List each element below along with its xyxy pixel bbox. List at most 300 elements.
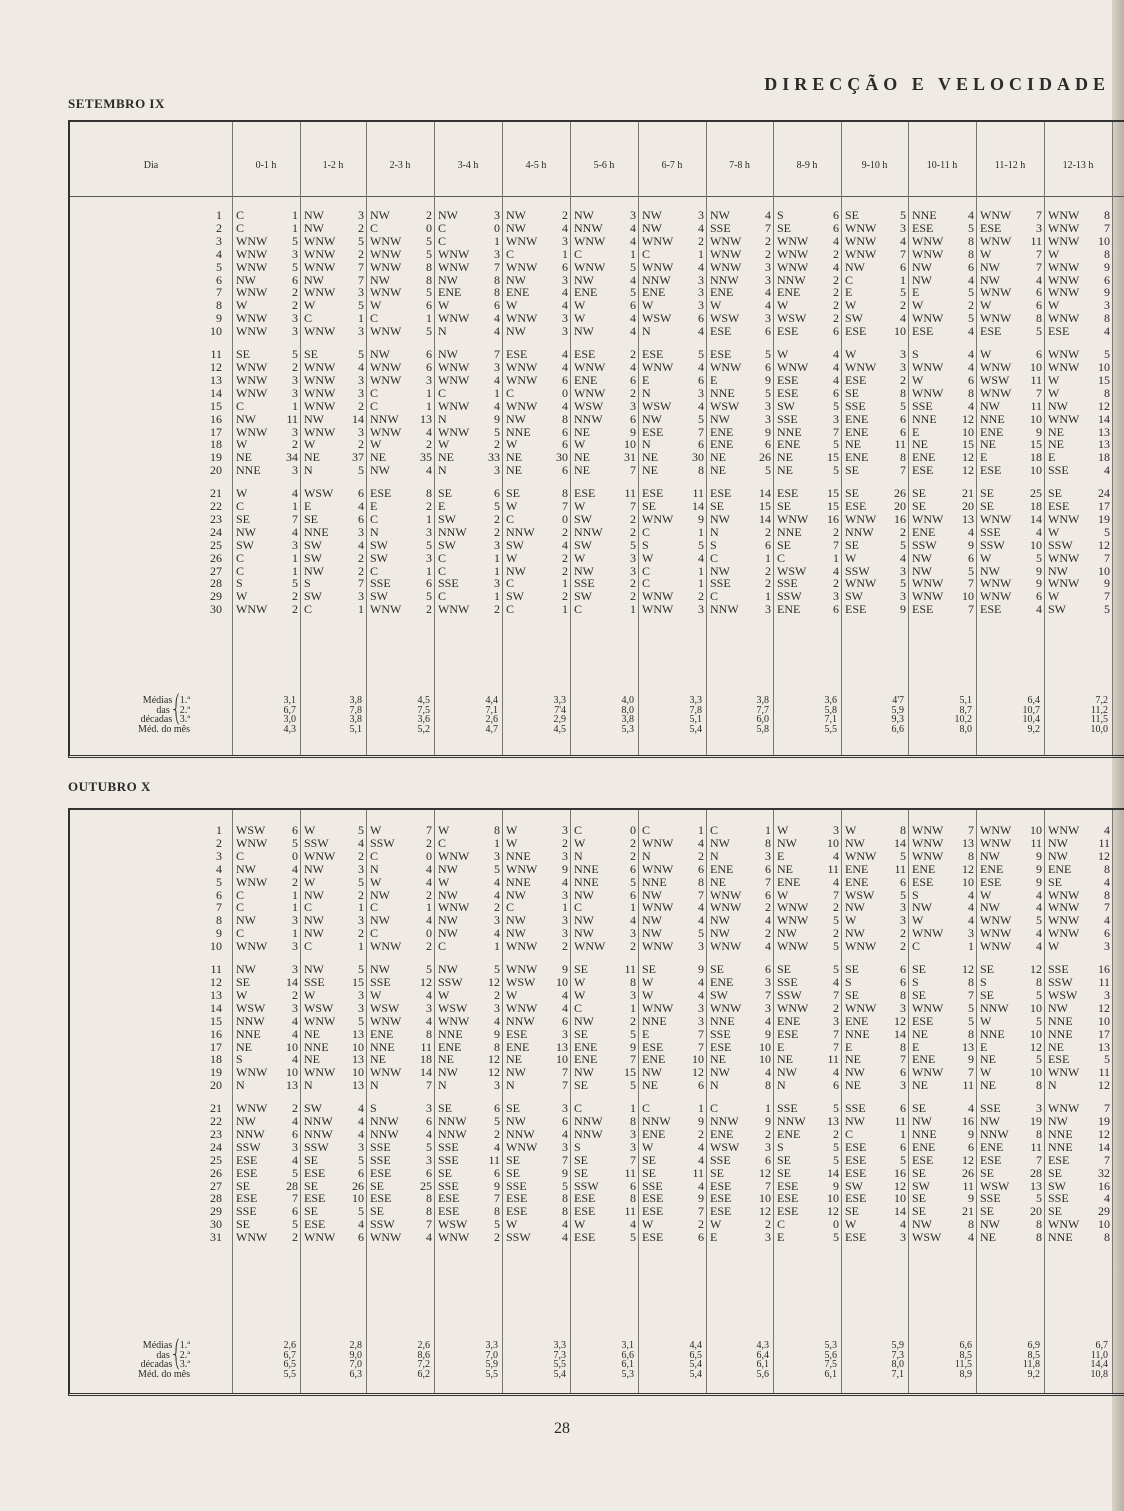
wind-direction: NNW — [438, 1115, 467, 1128]
wind-direction: NW — [370, 273, 390, 287]
wind-direction: ESE — [574, 348, 596, 361]
wind-speed: 2 — [426, 209, 432, 222]
wind-speed: 1 — [765, 824, 771, 837]
wind-direction: WNW — [642, 234, 674, 248]
wind-direction: NE — [912, 438, 928, 452]
wind-speed: 8 — [562, 1205, 568, 1219]
average-value: 3,8 — [349, 695, 362, 706]
wind-direction: ENE — [777, 1127, 801, 1141]
wind-speed: 4 — [698, 1179, 704, 1193]
wind-speed: 3 — [765, 849, 771, 863]
wind-direction: WNW — [912, 234, 944, 248]
wind-direction: ESE — [845, 325, 867, 339]
wind-direction: WNW — [304, 286, 336, 300]
wind-direction: NW — [980, 399, 1000, 413]
wind-direction: WSW — [777, 312, 807, 326]
wind-speed: 5 — [358, 348, 364, 361]
wind-direction: ENE — [710, 438, 734, 452]
wind-direction: W — [506, 299, 518, 313]
wind-direction: NW — [1048, 564, 1068, 578]
wind-speed: 6 — [900, 875, 906, 889]
wind-direction: C — [710, 1102, 719, 1116]
wind-speed: 11 — [962, 1079, 974, 1093]
wind-speed: 6 — [968, 551, 974, 565]
wind-direction: S — [912, 975, 919, 989]
day-number: 28 — [210, 577, 222, 591]
wind-speed: 12 — [962, 862, 974, 876]
wind-direction: NNE — [642, 1014, 667, 1028]
wind-speed: 11 — [624, 1205, 636, 1219]
wind-speed: 3 — [292, 1001, 298, 1015]
wind-direction: NE — [777, 451, 793, 465]
wind-direction: NW — [1048, 1001, 1068, 1015]
wind-direction: WNW — [912, 836, 944, 850]
average-value: 4,5 — [553, 723, 566, 735]
wind-direction: NW — [236, 963, 256, 976]
wind-speed: 4 — [562, 1001, 568, 1015]
wind-direction: SSE — [506, 1179, 527, 1193]
wind-direction: SE — [304, 512, 319, 526]
wind-direction: WNW — [438, 360, 470, 374]
wind-speed: 11 — [894, 862, 906, 876]
wind-direction: SW — [236, 538, 254, 552]
wind-speed: 5 — [968, 312, 974, 326]
wind-speed: 10 — [1098, 1014, 1110, 1028]
wind-speed: 1 — [562, 603, 568, 617]
wind-speed: 12 — [1030, 1040, 1042, 1054]
wind-speed: 5 — [1104, 348, 1110, 361]
wind-speed: 1 — [968, 940, 974, 954]
wind-speed: 1 — [358, 940, 364, 954]
wind-direction: WNW — [1048, 512, 1080, 526]
wind-direction: SE — [777, 538, 792, 552]
wind-direction: NW — [304, 564, 324, 578]
wind-direction: WNW — [777, 247, 809, 261]
table-row — [70, 451, 1112, 464]
wind-speed: 26 — [962, 1166, 974, 1180]
wind-direction: W — [980, 348, 992, 361]
wind-speed: 0 — [426, 927, 432, 941]
wind-direction: SSE — [777, 577, 798, 591]
wind-speed: 29 — [1098, 1205, 1110, 1219]
wind-speed: 5 — [1036, 551, 1042, 565]
wind-direction: ESE — [574, 1205, 596, 1219]
wind-direction: WNW — [236, 1231, 268, 1245]
wind-direction: NNE — [506, 875, 531, 889]
wind-speed: 2 — [630, 836, 636, 850]
average-value: 11,0 — [1090, 1349, 1108, 1361]
wind-direction: NNW — [370, 1127, 399, 1141]
wind-direction: C — [574, 1102, 583, 1116]
wind-direction: C — [710, 824, 719, 837]
wind-direction: SSW — [777, 988, 802, 1002]
wind-speed: 9 — [562, 963, 568, 976]
wind-speed: 1 — [765, 590, 771, 604]
wind-speed: 15 — [827, 487, 839, 501]
wind-direction: SE — [1048, 487, 1063, 501]
average-value: 6,0 — [756, 714, 769, 725]
wind-direction: SSW — [912, 538, 937, 552]
average-value: 7,3 — [553, 1349, 566, 1361]
wind-direction: SE — [845, 963, 860, 976]
wind-direction: C — [236, 209, 245, 222]
wind-direction: NE — [642, 451, 658, 465]
wind-direction: ESE — [845, 1153, 867, 1167]
wind-direction: NNW — [574, 412, 603, 426]
wind-speed: 2 — [358, 247, 364, 261]
wind-speed: 7 — [426, 1218, 432, 1232]
averages-label: das ⎨2.ª — [156, 704, 190, 716]
wind-speed: 4 — [968, 914, 974, 928]
wind-direction: W — [1048, 940, 1060, 954]
wind-direction: ESE — [304, 1192, 326, 1206]
wind-speed: 3 — [698, 1014, 704, 1028]
wind-direction: NW — [642, 927, 662, 941]
wind-direction: WNW — [506, 963, 538, 976]
wind-direction: SE — [506, 1153, 521, 1167]
wind-direction: S — [304, 577, 311, 591]
table-row — [70, 976, 1112, 989]
wind-direction: ESE — [845, 1140, 867, 1154]
wind-speed: 8 — [494, 273, 500, 287]
wind-speed: 1 — [494, 564, 500, 578]
wind-direction: W — [642, 551, 654, 565]
wind-speed: 18 — [1098, 451, 1110, 465]
wind-speed: 8 — [900, 824, 906, 837]
wind-speed: 10 — [894, 325, 906, 339]
wind-direction: WNW — [370, 247, 402, 261]
wind-speed: 9 — [494, 1027, 500, 1041]
wind-speed: 3 — [494, 464, 500, 478]
wind-direction: NE — [845, 438, 861, 452]
table-row — [70, 526, 1112, 539]
wind-speed: 7 — [833, 538, 839, 552]
wind-speed: 6 — [900, 975, 906, 989]
average-value: 10,0 — [1090, 723, 1108, 735]
wind-direction: NW — [912, 901, 932, 915]
wind-speed: 3 — [292, 538, 298, 552]
wind-direction: WNW — [845, 247, 877, 261]
wind-speed: 14 — [1098, 412, 1110, 426]
wind-speed: 1 — [426, 512, 432, 526]
wind-direction: WNW — [845, 940, 877, 954]
wind-direction: ESE — [642, 1192, 664, 1206]
wind-direction: NE — [1048, 438, 1064, 452]
day-number: 6 — [216, 888, 222, 902]
wind-speed: 5 — [833, 1102, 839, 1116]
wind-direction: WNW — [438, 603, 470, 617]
wind-speed: 9 — [1036, 875, 1042, 889]
wind-direction: SW — [845, 1179, 863, 1193]
wind-speed: 5 — [630, 1079, 636, 1093]
wind-speed: 12 — [1098, 399, 1110, 413]
wind-speed: 10 — [894, 1192, 906, 1206]
wind-direction: WNW — [980, 360, 1012, 374]
wind-direction: NW — [304, 963, 324, 976]
wind-direction: SSE — [845, 1102, 866, 1116]
wind-direction: E — [710, 1231, 718, 1245]
wind-direction: NNE — [506, 849, 531, 863]
table-row — [70, 603, 1112, 616]
wind-direction: NNE — [236, 464, 261, 478]
wind-speed: 2 — [630, 577, 636, 591]
wind-speed: 6 — [698, 373, 704, 387]
wind-speed: 2 — [494, 603, 500, 617]
wind-speed: 1 — [292, 500, 298, 513]
wind-direction: ENE — [777, 286, 801, 300]
wind-direction: ESE — [980, 221, 1002, 235]
header-hour: 10-11 h — [926, 160, 958, 171]
average-value: 5,1 — [959, 695, 972, 706]
header-hour: 5-6 h — [593, 160, 615, 171]
wind-direction: E — [980, 451, 988, 465]
wind-direction: NNE — [574, 862, 599, 876]
day-number: 22 — [210, 500, 222, 513]
wind-speed: 10 — [962, 875, 974, 889]
wind-direction: SSE — [980, 1192, 1001, 1206]
average-value: 5,9 — [891, 1340, 904, 1351]
wind-direction: NNW — [370, 412, 399, 426]
wind-speed: 2 — [698, 1218, 704, 1232]
wind-speed: 5 — [426, 325, 432, 339]
wind-speed: 6 — [292, 824, 298, 837]
wind-speed: 10 — [1030, 1066, 1042, 1080]
wind-speed: 8 — [1104, 888, 1110, 902]
wind-speed: 7 — [1036, 247, 1042, 261]
wind-direction: W — [304, 438, 316, 452]
wind-direction: ESE — [438, 1192, 460, 1206]
wind-speed: 4 — [765, 1014, 771, 1028]
wind-speed: 32 — [1098, 1166, 1110, 1180]
wind-direction: WSW — [370, 1001, 400, 1015]
wind-speed: 5 — [426, 538, 432, 552]
average-value: 9,3 — [891, 714, 904, 725]
wind-direction: WNW — [370, 603, 402, 617]
wind-direction: W — [845, 1218, 857, 1232]
wind-speed: 8 — [562, 1192, 568, 1206]
wind-speed: 11 — [488, 1153, 500, 1167]
table-row — [70, 299, 1112, 312]
wind-speed: 11 — [962, 1179, 974, 1193]
wind-direction: NW — [506, 927, 526, 941]
wind-direction: W — [438, 438, 450, 452]
average-value: 3,8 — [349, 714, 362, 725]
wind-speed: 11 — [420, 1040, 432, 1054]
wind-direction: WNW — [912, 386, 944, 400]
wind-direction: NW — [438, 862, 458, 876]
wind-speed: 12 — [1098, 849, 1110, 863]
wind-speed: 2 — [630, 386, 636, 400]
wind-direction: NE — [777, 862, 793, 876]
wind-speed: 5 — [630, 260, 636, 274]
average-value: 10,2 — [954, 714, 972, 725]
wind-speed: 4 — [494, 927, 500, 941]
day-number: 5 — [216, 875, 222, 889]
wind-direction: NE — [1048, 425, 1064, 439]
wind-direction: SE — [777, 963, 792, 976]
wind-direction: ESE — [574, 1192, 596, 1206]
wind-speed: 4 — [1104, 1192, 1110, 1206]
wind-speed: 4 — [630, 221, 636, 235]
average-value: 5,3 — [621, 1368, 634, 1380]
wind-direction: SSE — [438, 1140, 459, 1154]
wind-direction: WNW — [304, 399, 336, 413]
average-value: 3,1 — [283, 695, 296, 706]
average-value: 8,9 — [959, 1368, 972, 1380]
table-row — [70, 426, 1112, 439]
wind-direction: SSE — [777, 1102, 798, 1116]
table-row — [70, 1066, 1112, 1079]
wind-speed: 4 — [562, 988, 568, 1002]
wind-direction: NW — [304, 914, 324, 928]
wind-direction: C — [845, 273, 854, 287]
wind-speed: 5 — [358, 875, 364, 889]
wind-direction: SSW — [980, 538, 1005, 552]
wind-direction: W — [438, 875, 450, 889]
wind-direction: ESE — [642, 487, 664, 501]
wind-direction: NW — [506, 221, 526, 235]
wind-speed: 10 — [1030, 1001, 1042, 1015]
wind-direction: NW — [912, 273, 932, 287]
wind-speed: 2 — [833, 312, 839, 326]
wind-direction: WNW — [642, 512, 674, 526]
wind-speed: 15 — [624, 1066, 636, 1080]
wind-speed: 11 — [286, 412, 298, 426]
table-row — [70, 1053, 1112, 1066]
wind-speed: 3 — [698, 386, 704, 400]
wind-speed: 5 — [833, 1231, 839, 1245]
wind-direction: SE — [845, 538, 860, 552]
wind-direction: ENE — [845, 425, 869, 439]
table-row — [70, 850, 1112, 863]
wind-speed: 7 — [968, 577, 974, 591]
wind-speed: 8 — [1104, 862, 1110, 876]
wind-direction: SE — [236, 348, 251, 361]
wind-speed: 6 — [765, 888, 771, 902]
wind-direction: NW — [438, 348, 458, 361]
wind-speed: 34 — [286, 451, 298, 465]
wind-direction: N — [370, 1079, 379, 1093]
wind-direction: SE — [912, 500, 927, 513]
table-row — [70, 889, 1112, 902]
wind-direction: SSW — [777, 590, 802, 604]
wind-speed: 3 — [1104, 299, 1110, 313]
wind-direction: C — [574, 1001, 583, 1015]
wind-direction: ENE — [710, 975, 734, 989]
wind-direction: WNW — [370, 1014, 402, 1028]
wind-direction: C — [438, 386, 447, 400]
average-value: 7,1 — [485, 704, 498, 716]
wind-direction: NW — [642, 1066, 662, 1080]
wind-direction: WSW — [506, 975, 536, 989]
average-value: 11,2 — [1090, 704, 1108, 716]
wind-speed: 2 — [562, 209, 568, 222]
wind-direction: C — [236, 564, 245, 578]
wind-speed: 6 — [630, 412, 636, 426]
wind-speed: 2 — [833, 901, 839, 915]
average-value: 8,0 — [891, 1359, 904, 1370]
wind-speed: 12 — [962, 451, 974, 465]
wind-speed: 4 — [1104, 875, 1110, 889]
wind-speed: 16 — [894, 1166, 906, 1180]
wind-direction: NNE — [370, 1040, 395, 1054]
wind-direction: ESE — [304, 1218, 326, 1232]
wind-direction: WNW — [370, 940, 402, 954]
wind-speed: 4 — [1036, 525, 1042, 539]
wind-speed: 5 — [968, 286, 974, 300]
wind-direction: N — [710, 525, 719, 539]
wind-direction: NW — [304, 927, 324, 941]
table-row — [70, 863, 1112, 876]
wind-direction: W — [912, 373, 924, 387]
wind-speed: 5 — [358, 1205, 364, 1219]
wind-direction: ENE — [710, 1127, 734, 1141]
wind-direction: NW — [642, 888, 662, 902]
table-row — [70, 1205, 1112, 1218]
wind-direction: C — [236, 901, 245, 915]
averages-label: décadas ⎝3.ª — [140, 714, 190, 725]
wind-speed: 8 — [900, 386, 906, 400]
wind-direction: WNW — [912, 1001, 944, 1015]
wind-speed: 12 — [1098, 1127, 1110, 1141]
wind-speed: 2 — [562, 564, 568, 578]
wind-speed: 26 — [352, 1179, 364, 1193]
wind-direction: SSW — [370, 1218, 395, 1232]
wind-speed: 14 — [286, 975, 298, 989]
wind-direction: WNW — [304, 325, 336, 339]
day-number: 24 — [210, 525, 222, 539]
day-number: 13 — [210, 373, 222, 387]
wind-speed: 5 — [968, 1014, 974, 1028]
wind-speed: 7 — [1036, 260, 1042, 274]
wind-speed: 25 — [1030, 487, 1042, 501]
wind-direction: WNW — [777, 360, 809, 374]
wind-speed: 1 — [765, 1102, 771, 1116]
wind-speed: 5 — [630, 1231, 636, 1245]
wind-direction: WSW — [980, 373, 1010, 387]
wind-direction: WNW — [304, 247, 336, 261]
wind-speed: 4 — [292, 1014, 298, 1028]
wind-direction: C — [370, 386, 379, 400]
wind-speed: 6 — [900, 260, 906, 274]
average-value: 7,5 — [824, 1359, 837, 1370]
wind-direction: WNW — [304, 1014, 336, 1028]
average-value: 5,5 — [824, 723, 837, 735]
wind-speed: 6 — [900, 412, 906, 426]
day-number: 12 — [210, 360, 222, 374]
wind-speed: 11 — [894, 1115, 906, 1128]
wind-direction: ESE — [912, 603, 934, 617]
wind-speed: 3 — [900, 901, 906, 915]
wind-direction: NNE — [710, 1014, 735, 1028]
wind-speed: 31 — [624, 451, 636, 465]
wind-direction: W — [506, 1218, 518, 1232]
wind-speed: 30 — [556, 451, 568, 465]
wind-speed: 6 — [426, 577, 432, 591]
wind-speed: 4 — [358, 1115, 364, 1128]
wind-direction: ESE — [845, 1192, 867, 1206]
average-value: 6,1 — [756, 1359, 769, 1370]
wind-speed: 5 — [968, 1001, 974, 1015]
average-value: 5,8 — [756, 723, 769, 735]
wind-direction: NNE — [980, 1027, 1005, 1041]
wind-direction: NW — [370, 464, 390, 478]
average-value: 7,5 — [417, 704, 430, 716]
wind-speed: 4 — [562, 1218, 568, 1232]
wind-direction: ESE — [506, 1027, 528, 1041]
wind-direction: W — [980, 299, 992, 313]
wind-direction: NW — [642, 914, 662, 928]
